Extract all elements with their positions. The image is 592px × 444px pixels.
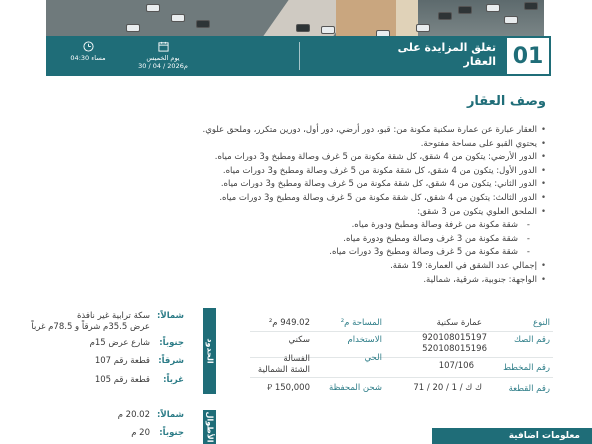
plan-value: 107/106 <box>438 361 474 371</box>
east-border-value: قطعة رقم 107 <box>94 356 150 366</box>
description-item: • الدور الثالث: يتكون من 4 شقق، كل شقة مكونة من 5 غرف وصالة ومطبخ و3 دورات مياه. <box>136 192 546 206</box>
description-item: • الدور الأول: يتكون من 4 شقق، كل شقة مكونة من 5 غرف وصالة ومطبخ و3 دورات مياه. <box>136 165 546 179</box>
deed-value-2: 520108015196 <box>422 344 487 354</box>
closing-date <box>128 41 198 70</box>
deed-label: رقم الصك <box>513 335 550 345</box>
lengths-title-bar <box>203 410 216 444</box>
borders-title-bar <box>203 308 216 394</box>
description-item: • إجمالي عدد الشقق في العمارة: 19 شقة. <box>136 260 546 274</box>
plan-label: رقم المخطط <box>503 363 550 373</box>
property-aerial-photo <box>46 0 544 36</box>
plot-value: ك ك / 1 / 20 / 71 <box>413 383 482 393</box>
use-value: سكني <box>288 335 310 345</box>
closing-time-value: 04:30 مساء <box>70 54 106 62</box>
type-value: عمارة سكنية <box>436 318 482 328</box>
lot-number: 01 <box>505 36 551 76</box>
clock-icon <box>83 41 94 52</box>
north-length-value: 20.02 م <box>117 410 150 420</box>
north-border-label: شمالاً: <box>157 311 184 321</box>
use-label: الاستخدام <box>347 335 382 345</box>
type-label: النوع <box>533 318 550 328</box>
north-border-value-2: عرض 35.5م شرقاً و 78.5م غرباً <box>31 322 150 332</box>
description-subitem: - شقة مكونة من غرفة وصالة ومطبخ ودورة مياه. <box>136 219 546 233</box>
south-border-value: شارع عرض 15م <box>89 338 150 348</box>
closing-time <box>60 41 116 62</box>
closing-date-value: 30 / 04 / 2026م <box>138 62 188 70</box>
description-item: • يحتوي القبو على مساحة مفتوحة. <box>136 138 546 152</box>
wallet-charge-label: شحن المحفظة <box>329 383 382 393</box>
property-description-list <box>136 124 546 287</box>
closing-day: يوم الخميس <box>146 54 180 62</box>
north-length-label: شمالاً: <box>157 410 184 420</box>
district-value-2: الشثة الشمالية <box>257 365 310 375</box>
calendar-icon <box>158 41 169 52</box>
area-value: 949.02 م² <box>268 318 310 328</box>
description-item: • الدور الثاني: يتكون من 4 شقق، كل شقة مكونة من 5 غرف وصالة ومطبخ و3 دورات مياه. <box>136 178 546 192</box>
south-length-value: 20 م <box>131 428 150 438</box>
property-description-title: وصف العقار <box>466 94 546 109</box>
district-label: الحي <box>364 353 382 363</box>
riyal-icon: ⃁ <box>267 383 273 393</box>
divider <box>250 377 553 378</box>
auction-closes-title: تغلق المزايدة على العقار <box>397 41 496 68</box>
district-value-1: الفسالة <box>283 354 310 364</box>
description-subitem: - شقة مكونة من 3 غرف وصالة ومطبخ ودورة مياه. <box>136 233 546 247</box>
additional-info-header: معلومات اضافية <box>432 428 592 444</box>
area-label: المساحة م² <box>340 318 382 328</box>
description-subitem: - شقة مكونة من 5 غرف وصالة ومطبخ و3 دورات مياه. <box>136 246 546 260</box>
borders-title: الحدود <box>205 338 214 364</box>
description-item: • الواجهة: جنوبية، شرقية، شمالية. <box>136 274 546 288</box>
description-item: • الدور الأرضي: يتكون من 4 شقق، كل شقة مكونة من 5 غرف وصالة ومطبخ و3 دورات مياه. <box>136 151 546 165</box>
deed-value-1: 920108015197 <box>422 333 487 343</box>
description-item: • الملحق العلوي يتكون من 3 شقق: <box>136 206 546 220</box>
wallet-charge-amount: 150,000 <box>274 383 310 393</box>
plot-label: رقم القطعة <box>508 384 550 394</box>
east-border-label: شرقاً: <box>158 356 184 366</box>
description-item: • العقار عبارة عن عمارة سكنية مكونة من: قبو، دور أرضي، دور أول، دورين متكرر، وملحق علوي. <box>136 124 546 138</box>
header-divider <box>299 42 300 70</box>
west-border-value: قطعة رقم 105 <box>94 375 150 385</box>
wallet-charge-value <box>267 383 310 394</box>
south-border-label: جنوباً: <box>159 338 184 348</box>
north-border-value-1: سكة ترابية غير نافذة <box>76 311 150 321</box>
south-length-label: جنوباً: <box>159 428 184 438</box>
divider <box>250 331 553 332</box>
west-border-label: غرباً: <box>163 375 184 385</box>
lengths-title: الأطوال <box>205 411 214 443</box>
